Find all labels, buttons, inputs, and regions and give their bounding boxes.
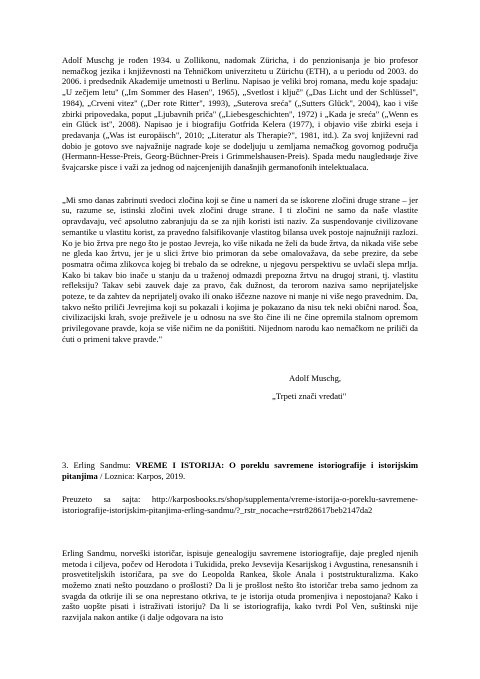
signature-title: „Trpeti znači vređati" [272, 391, 347, 402]
book-title: VREME I ISTORIJA: O poreklu savremene istoriografije i istorijskim pitanjima [62, 459, 418, 481]
quote-paragraph: „Mi smo danas zabrinuti svedoci zločina koji se čine u nameri da se iskorene zločini druge strane – jer su, razume se, istinski zločini uvek zločini druge strane. I ti zločini ne samo da naše vlastite opravdavaju, već apsolutno zabranjuju da se za njih koristi isti naziv. Za suspendovanje civilizovane semantike u vlastitu korist, za pravedno falsifikovanje vlastitog bilansa uvek postoje najnužniji razlozi. Ko je bio žrtva pre nego što je postao Jevreja, ko više nikada ne želi da bude žrtva, da nikada više sebe ne gleda kao žrtvu, jer je u slici žrtve bio primoran da sebe omalovažava, da sebe prezire, da sebe posmatra očima zlikovca kojeg bi trebalo da se odrekne, u njegovu perspektivu se uvlači slepa mrlja. Kako bi takav bio inače u stanju da u traženoj odmazdi prepozna žrtvu na drugoj strani, tj. vlastitu refleksiju? Takav sebi zauvek daje za pravo, čak dužnost, da terorom naziva samo neprijateljske poteze, te da zahtev da neprijatelj ovako ili onako iščezne nazove ni manje ni više nego pravednim. Da, takvo nešto priliči Jevrejima koji su pokazali i kojima je pokazano da nisu tek neki obični narod. Šoa, civilizacijski krah, svoje preživele je u odnosu na sve što čine ili ne čine opremila stalnom opremom privilegovane pravde, koja se više ničim ne da poništiti. Nijednom narodu kao nemačkom ne priliči da ćuti o primeni takve pravde." [62, 194, 418, 344]
author-bio-paragraph: Adolf Muschg je rođen 1934. u Zollikonu, nadomak Züricha, i do penzionisanja je bio profesor nemačkog jezika i književnosti na Tehničkom univerzitetu u Zürichu (ETH), a u periodu od 2003. do 2006. i predsednik Akademije umetnosti u Berlinu. Napisao je veliki broj romana, među koje spadaju: „U zečjem letu" („Im Sommer des Hasen", 1965), „Svetlost i ključ" („Das Licht und der Schlüssel", 1984), „Crveni vitez" („Der rote Ritter", 1993), „Suterova sreća" („Sutters Glück", 2004), kao i više zbirki pripovedaka, poput „Ljubavnih priča" („Liebesgeschichten", 1972) i „Kada je sreća" („Wenn es ein Glück ist", 2008). Napisao je i biografiju Gotfrida Kelera (1977), i objavio više zbirki eseja i predavanja („Was ist europäisch", 2010; „Literatur als Therapie?", 1981, itd.). Za svoj književni rad dobio je gotovo sve najvažnije nagrade koje se dodeljuju u zemljama nemačkog govornog područja (Hermann-Hesse-Preis, Georg-Büchner-Preis i Grimmelshausen-Preis). Spada među naugledније žive švajcarske pisce i važi za jednog od najcenjenijih današnjih germanofonih intelektualaca. [62, 55, 418, 173]
book-number: 3. Erling Sandmu: [62, 459, 136, 470]
book-publisher: / Loznica: Karpos, 2019. [97, 470, 186, 481]
signature-name: Adolf Muschg, [289, 372, 342, 383]
book-entry [62, 460, 418, 481]
source-link[interactable]: Preuzeto sa sajta: http://karposbooks.rs/shop/supplementa/vreme-istorija-o-poreklu-savremene-istoriografije-istorijskim-pitanjima-erling-sandmu/?_rstr_nocache=rstr828617beb2147da2 [62, 494, 418, 516]
book-review-paragraph: Erling Sandmu, norveški istoričar, ispisuje genealogiju savremene istoriografije, daje pregled njenih metoda i ciljeva, počev od Herodota i Tukidida, preko Jevsevija Kesarijskog i Avgustina, renesansnih i prosvetiteljskih istoričara, pa sve do Leopolda Rankea, škole Anala i poststrukturalizma. Kako možemo znati nešto pouzdano o prošlosti? Da li je prošlost nešto što istoričar treba samo jednom za svagda da otkrije ili se ona neprestano otkriva, te je istorija otuda promenjiva i nepostojana? Kako i zašto uopšte pisati i istraživati istoriju? Da li se istoriografija, kako tvrdi Pol Ven, suštinski nije razvijala nakon antike (i dalje odgovara na isto [62, 547, 418, 623]
